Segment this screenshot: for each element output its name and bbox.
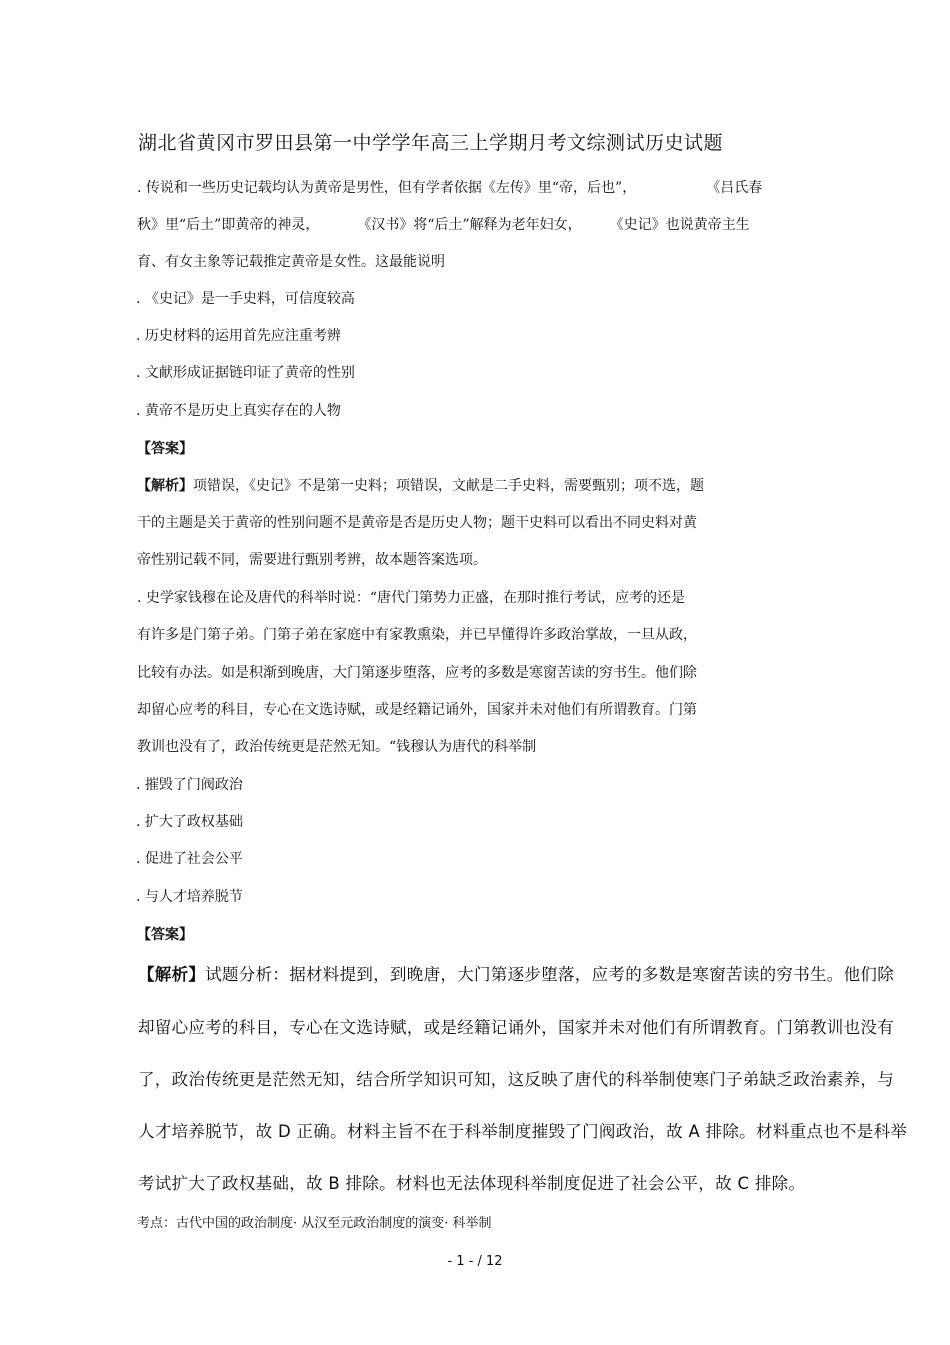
- q2-option-b: . 扩大了政权基础: [136, 814, 243, 830]
- q1-stem-line-1: [137, 177, 762, 197]
- q2-stem-line-4: 却留心应考的科目，专心在文选诗赋，或是经籍记诵外，国家并未对他们有所谓教育。门第: [137, 702, 697, 718]
- q1-option-b: . 历史材料的运用首先应注重考辨: [136, 328, 341, 344]
- q1-analysis-line-2: 干的主题是关于黄帝的性别问题不是黄帝是否是历史人物；题干史料可以看出不同史料对黄: [137, 515, 697, 531]
- q2-option-d: . 与人才培养脱节: [136, 889, 243, 905]
- q1-answer-label: 【答案】: [137, 441, 193, 457]
- q2-option-a: . 摧毁了门阀政治: [136, 777, 243, 793]
- q1-analysis-label: 【解析】: [137, 478, 193, 494]
- q2-analysis-line-4: 人才培养脱节，故 D 正确。材料主旨不在于科举制度摧毁了门阀政治，故 A 排除。材料重点也不是科举: [138, 1122, 908, 1141]
- q2-analysis-label: 【解析】: [138, 965, 206, 984]
- q1-analysis-text: 项错误，《史记》不是第一史料；项错误，文献是二手史料，需要甄别；项不选，题: [193, 478, 704, 494]
- q2-analysis-line-1: [138, 961, 894, 985]
- q1-analysis-line-1: [137, 475, 704, 495]
- q1-stem-line-3: 育、有女主象等记载推定黄帝是女性。这最能说明: [137, 254, 445, 270]
- q2-stem-line-3: 比较有办法。如是积渐到晚唐，大门第逐步堕落，应考的多数是寒窗苦读的穷书生。他们除: [137, 665, 697, 681]
- q1-option-d: . 黄帝不是历史上真实存在的人物: [136, 403, 341, 419]
- q2-option-c: . 促进了社会公平: [136, 851, 243, 867]
- q1-analysis-line-3: 帝性别记载不同，需要进行甄别考辨，故本题答案选项。: [137, 552, 487, 568]
- q1-stem-text: 《史记》也说黄帝主生: [609, 217, 750, 233]
- page-number: - 1 - / 12: [447, 1254, 503, 1269]
- q2-analysis-text: 试题分析：据材料提到，到晚唐，大门第逐步堕落，应考的多数是寒窗苦读的穷书生。他们除: [205, 965, 895, 984]
- q1-stem-text: . 传说和一些历史记载均认为黄帝是男性，但有学者依据《左传》里“帝，后也”，: [137, 180, 637, 196]
- q2-answer-label: 【答案】: [137, 927, 193, 943]
- q2-stem-line-1: . 史学家钱穆在论及唐代的科举时说：“唐代门第势力正盛，在那时推行考试，应考的还是: [137, 590, 686, 606]
- q1-stem-text: 《汉书》将“后土”解释为老年妇女，: [357, 217, 582, 233]
- q2-analysis-line-3: 了，政治传统更是茫然无知，结合所学知识可知，这反映了唐代的科举制使寒门子弟缺乏政治素养，与: [138, 1070, 894, 1089]
- q2-analysis-line-5: 考试扩大了政权基础，故 B 排除。材料也无法体现科举制度促进了社会公平，故 C 排除。: [138, 1174, 806, 1193]
- q2-kaodian: 考点：古代中国的政治制度· 从汉至元政治制度的演变· 科举制: [137, 1216, 492, 1231]
- q1-stem-text: 秋》里“后土”即黄帝的神灵，: [137, 217, 320, 233]
- q2-stem-line-5: 教训也没有了，政治传统更是茫然无知。“钱穆认为唐代的科举制: [137, 739, 537, 755]
- q1-option-a: . 《史记》是一手史料，可信度较高: [136, 291, 355, 307]
- q1-stem-text: 《吕氏春: [706, 180, 763, 196]
- q2-analysis-line-2: 却留心应考的科目，专心在文选诗赋，或是经籍记诵外，国家并未对他们有所谓教育。门第教训也没有: [138, 1018, 894, 1037]
- q1-option-c: . 文献形成证据链印证了黄帝的性别: [136, 365, 355, 381]
- document-title: 湖北省黄冈市罗田县第一中学学年高三上学期月考文综测试历史试题: [138, 132, 724, 154]
- q1-stem-line-2: [137, 214, 750, 234]
- q2-stem-line-2: 有许多是门第子弟。门第子弟在家庭中有家教熏染，并已早懂得许多政治掌故，一旦从政，: [137, 627, 697, 643]
